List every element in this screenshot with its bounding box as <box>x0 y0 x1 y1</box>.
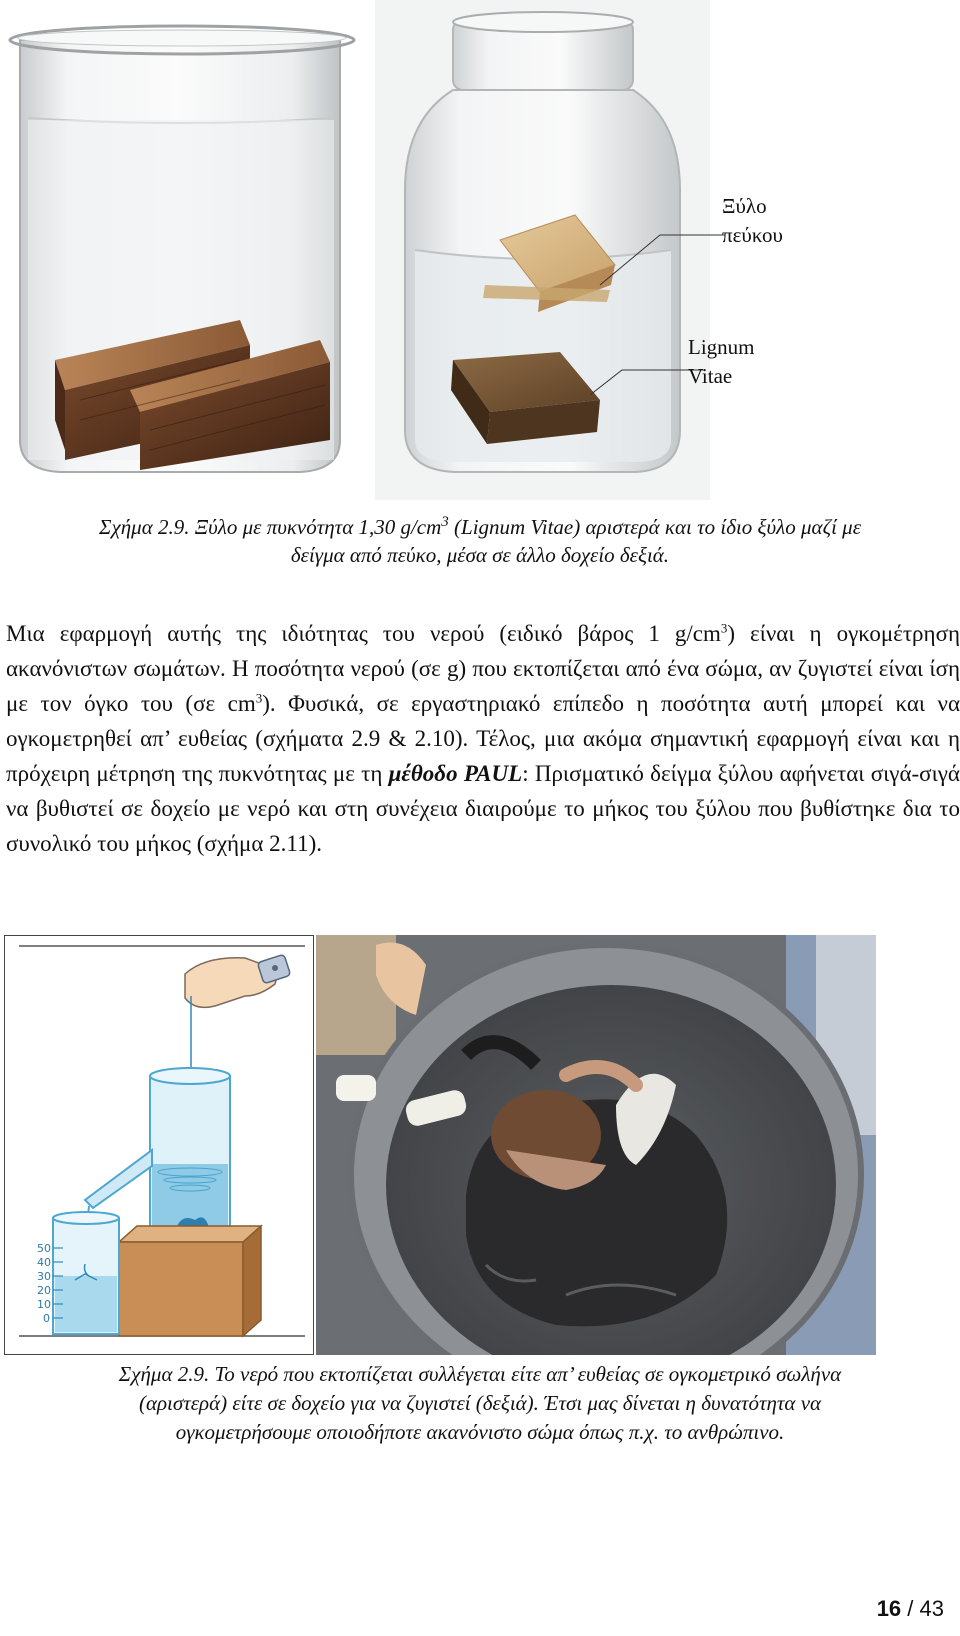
figure-bottom-left-illustration <box>4 935 314 1355</box>
caption-figure-bottom <box>0 1360 960 1447</box>
scale-label-0: 0 <box>43 1312 50 1325</box>
caption-top-line2: δείγμα από πεύκο, μέσα σε άλλο δοχείο δεξιά. <box>290 543 670 567</box>
caption-figure-top <box>0 508 960 569</box>
scale-label-30: 30 <box>37 1270 51 1283</box>
caption-bottom-line3: ογκομετρήσουμε οποιοδήποτε ακανόνιστο σώμα όπως π.χ. το ανθρώπινο. <box>175 1420 785 1444</box>
caption-bottom-line1: Σχήμα 2.9. Το νερό που εκτοπίζεται συλλέγεται είτε απ’ ευθείας σε ογκομετρικό σωλήνα <box>118 1362 842 1386</box>
page-current: 16 <box>876 1596 902 1621</box>
scale-label-10: 10 <box>37 1298 51 1311</box>
page-number <box>877 1596 944 1622</box>
scale-label-40: 40 <box>37 1256 51 1269</box>
label-pine-wood <box>722 192 783 250</box>
scale-label-50: 50 <box>37 1242 51 1255</box>
label-lignum-vitae <box>688 333 755 391</box>
scale-label-20: 20 <box>37 1284 51 1297</box>
caption-bottom-line2: (αριστερά) είτε σε δοχείο για να ζυγιστεί (δεξιά). Έτσι μας δίνεται η δυνατότητα να <box>138 1391 822 1415</box>
figure-top-left-beaker <box>0 0 372 495</box>
figure-bottom-right-photo <box>316 935 876 1355</box>
displacement-illustration <box>5 936 313 1354</box>
label-pine-line2: πεύκου <box>722 223 783 247</box>
label-pine-line1: Ξύλο <box>722 194 767 218</box>
beaker-lignum-vitae-photo <box>0 0 372 495</box>
hand-icon <box>185 954 291 1007</box>
label-lignum-line2: Vitae <box>688 364 733 388</box>
label-lignum-line1: Lignum <box>688 335 755 359</box>
page-total: 43 <box>919 1596 944 1621</box>
page-separator: / <box>901 1596 920 1621</box>
person-in-water-bucket-photo <box>316 935 876 1355</box>
body-paragraph: Μια εφαρμογή αυτής της ιδιότητας του νερού (ειδικό βάρος 1 $g/cm^3$) είναι η ογκομέτρηση ακανόνιστων σωμάτων. Η ποσότητα νερού (σε g) που εκτοπίζεται από ένα σώμα, αν ζυγιστεί είναι ίση με τον όγκο του (σε $cm^3$). Φυσικά, σε εργαστηριακό επίπεδο η ποσότητα αυτή μπορεί και να ογκομετρηθεί απ’ ευθείας (σχήματα 2.9 & 2.10). Τέλος, μια ακόμα σημαντική εφαρμογή είναι και η πρόχειρη μέτρηση της πυκνότητας με τη μέθοδο PAUL: Πρισματικό δείγμα ξύλου αφήνεται σιγά-σιγά να βυθιστεί σε δοχείο με νερό και στη συνέχεια διαιρούμε το μήκος του ξύλου που βυθίστηκε δια το συνολικό του μήκος (σχήμα 2.11). <box>6 620 960 856</box>
caption-top-line1: Σχήμα 2.9. Ξύλο με πυκνότητα 1,30 $g/cm^3$ (Lignum Vitae) αριστερά και το ίδιο ξύλο μαζί με <box>99 514 861 539</box>
method-paul-emphasis: μέθοδο PAUL <box>388 761 523 786</box>
